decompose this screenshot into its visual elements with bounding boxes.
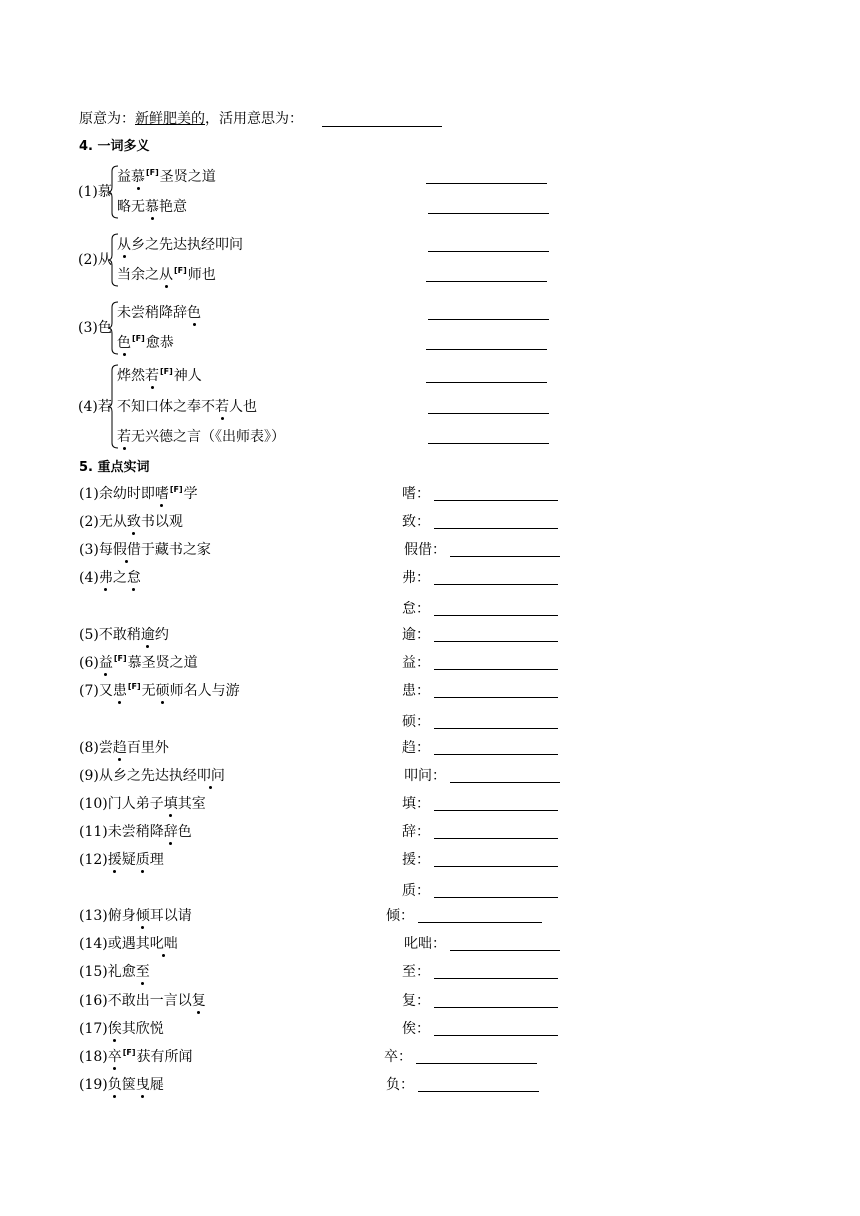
footnote-mark: [F] bbox=[132, 334, 145, 343]
phrase-text: 其室 bbox=[177, 796, 206, 812]
emphasized-word: 从 bbox=[117, 237, 131, 253]
section-4-title: 4. 一词多义 bbox=[79, 139, 150, 154]
emphasized-word: 复 bbox=[191, 993, 206, 1009]
item-number: (6) bbox=[79, 655, 99, 671]
emphasized-word: 患 bbox=[112, 683, 127, 699]
emphasized-word: 从 bbox=[159, 267, 173, 283]
item-number: (16) bbox=[79, 993, 108, 1009]
phrase-text: 烨然 bbox=[117, 368, 145, 384]
key-word-prompt: 趋： bbox=[402, 740, 430, 756]
intro-prefix: 原意为： bbox=[79, 111, 135, 127]
key-word-sentence bbox=[79, 1048, 193, 1066]
key-word-prompt: 至： bbox=[402, 964, 430, 980]
item-number: (9) bbox=[79, 768, 99, 784]
phrase-text: 屣 bbox=[149, 1077, 164, 1093]
key-word-sentence bbox=[79, 963, 150, 981]
key-word-prompt: 俟： bbox=[402, 1021, 430, 1037]
emphasized-word: 致 bbox=[126, 514, 141, 530]
phrase-text: 于藏书之家 bbox=[140, 542, 211, 558]
emphasized-word: 卒 bbox=[107, 1049, 122, 1065]
item-number: (17) bbox=[79, 1021, 108, 1037]
emphasized-word: 倾 bbox=[135, 908, 150, 924]
phrase-text: 圣贤之道 bbox=[159, 169, 216, 185]
phrase-text: 疑 bbox=[121, 852, 136, 868]
emphasized-word: 趋 bbox=[112, 740, 127, 756]
polysemy-phrase bbox=[117, 428, 285, 446]
answer-blank[interactable] bbox=[426, 382, 547, 383]
phrase-text: 学 bbox=[183, 486, 198, 502]
footnote-mark: [F] bbox=[122, 1048, 136, 1057]
key-word-prompt: 辞： bbox=[402, 824, 430, 840]
item-number: (5) bbox=[79, 627, 99, 643]
key-word-sentence bbox=[79, 767, 225, 785]
answer-blank[interactable] bbox=[434, 641, 558, 642]
phrase-text: 未尝稍降 bbox=[107, 824, 164, 840]
item-number: (7) bbox=[79, 683, 99, 699]
phrase-text: 愈恭 bbox=[145, 335, 174, 351]
polysemy-group-label: (3)色 bbox=[78, 320, 112, 336]
phrase-text: 色 bbox=[177, 824, 192, 840]
polysemy-phrase bbox=[117, 398, 257, 416]
item-number: (15) bbox=[79, 964, 108, 980]
key-word-sentence bbox=[79, 1020, 164, 1038]
phrase-text: 艳意 bbox=[159, 199, 187, 215]
answer-blank[interactable] bbox=[428, 319, 549, 320]
polysemy-phrase bbox=[117, 334, 174, 352]
phrase-text: 略无 bbox=[117, 199, 145, 215]
answer-blank[interactable] bbox=[434, 669, 558, 670]
phrase-text: 无从 bbox=[98, 514, 127, 530]
key-word-sentence bbox=[79, 992, 206, 1010]
key-word-sentence bbox=[79, 541, 211, 559]
item-number: (14) bbox=[79, 936, 108, 952]
key-word-prompt: 嗜： bbox=[402, 486, 430, 502]
polysemy-phrase bbox=[117, 304, 201, 322]
answer-blank[interactable] bbox=[434, 615, 558, 616]
polysemy-phrase bbox=[117, 266, 216, 284]
key-word-sentence bbox=[79, 569, 141, 587]
polysemy-phrase bbox=[117, 198, 187, 216]
phrase-text: 尝 bbox=[98, 740, 113, 756]
answer-blank[interactable] bbox=[450, 782, 560, 783]
key-word-sentence bbox=[79, 682, 240, 700]
key-word-sentence bbox=[79, 935, 178, 953]
key-word-sentence bbox=[79, 739, 169, 757]
phrase-text: 人也 bbox=[229, 399, 257, 415]
answer-blank[interactable] bbox=[426, 349, 547, 350]
answer-blank[interactable] bbox=[450, 950, 560, 951]
key-word-prompt: 叩问： bbox=[404, 768, 446, 784]
phrase-text: 或遇其 bbox=[107, 936, 150, 952]
intro-middle: ，活用意思为： bbox=[205, 111, 303, 127]
emphasized-word: 怠 bbox=[126, 570, 141, 586]
item-number: (18) bbox=[79, 1049, 108, 1065]
item-number: (11) bbox=[79, 824, 108, 840]
polysemy-phrase bbox=[117, 367, 202, 385]
item-number: (3) bbox=[79, 542, 99, 558]
key-word-prompt: 弗： bbox=[402, 570, 430, 586]
phrase-text: 之 bbox=[112, 570, 127, 586]
phrase-text: 余幼时即 bbox=[98, 486, 155, 502]
emphasized-word: 辞 bbox=[163, 824, 178, 840]
phrase-text: 箧 bbox=[121, 1077, 136, 1093]
answer-blank[interactable] bbox=[428, 251, 549, 252]
key-word-sentence bbox=[79, 485, 198, 503]
key-word-sentence bbox=[79, 654, 198, 672]
key-word-prompt: 负： bbox=[386, 1077, 414, 1093]
answer-blank[interactable] bbox=[450, 556, 560, 557]
item-number: (1) bbox=[79, 486, 99, 502]
item-number: (10) bbox=[79, 796, 108, 812]
phrase-text: 未尝稍降辞 bbox=[117, 305, 187, 321]
emphasized-word: 色 bbox=[187, 305, 201, 321]
intro-original-meaning: 新鲜肥美的 bbox=[135, 111, 205, 127]
key-word-sentence bbox=[79, 1076, 164, 1094]
intro-answer-blank[interactable] bbox=[322, 126, 442, 127]
intro-line bbox=[79, 110, 303, 128]
footnote-mark: [F] bbox=[169, 485, 183, 494]
key-word-sentence bbox=[79, 513, 183, 531]
phrase-text: 门人弟子 bbox=[107, 796, 164, 812]
key-word-prompt: 假借： bbox=[404, 542, 446, 558]
item-number: (13) bbox=[79, 908, 108, 924]
footnote-mark: [F] bbox=[113, 654, 127, 663]
emphasized-word: 叱咄 bbox=[149, 936, 178, 952]
phrase-text: 不敢稍 bbox=[98, 627, 141, 643]
emphasized-word: 填 bbox=[163, 796, 178, 812]
emphasized-word: 俟 bbox=[107, 1021, 122, 1037]
emphasized-word: 至 bbox=[135, 964, 150, 980]
key-word-prompt: 倾： bbox=[386, 908, 414, 924]
phrase-text: 师也 bbox=[187, 267, 216, 283]
footnote-mark: [F] bbox=[127, 682, 141, 691]
key-word-prompt: 硕： bbox=[402, 714, 430, 730]
key-word-prompt: 逾： bbox=[402, 627, 430, 643]
phrase-text: 神人 bbox=[173, 368, 202, 384]
key-word-sentence bbox=[79, 626, 169, 644]
answer-blank[interactable] bbox=[428, 443, 549, 444]
phrase-text: 其欣悦 bbox=[121, 1021, 164, 1037]
emphasized-word: 弗 bbox=[98, 570, 113, 586]
phrase-text: 每 bbox=[98, 542, 113, 558]
key-word-prompt: 填： bbox=[402, 796, 430, 812]
answer-blank[interactable] bbox=[434, 897, 558, 898]
phrase-text: 乡之先达执经叩问 bbox=[131, 237, 243, 253]
answer-blank[interactable] bbox=[416, 1063, 537, 1064]
polysemy-group-label: (1)慕 bbox=[78, 184, 112, 200]
answer-blank[interactable] bbox=[434, 810, 558, 811]
answer-blank[interactable] bbox=[434, 1035, 558, 1036]
phrase-text: 慕圣贤之道 bbox=[127, 655, 198, 671]
answer-blank[interactable] bbox=[434, 838, 558, 839]
emphasized-word: 若 bbox=[215, 399, 229, 415]
emphasized-word: 质 bbox=[135, 852, 150, 868]
emphasized-word: 硕 bbox=[155, 683, 170, 699]
item-number: (8) bbox=[79, 740, 99, 756]
answer-blank[interactable] bbox=[434, 584, 558, 585]
emphasized-word: 嗜 bbox=[154, 486, 169, 502]
emphasized-word: 曳 bbox=[135, 1077, 150, 1093]
item-number: (4) bbox=[79, 570, 99, 586]
item-number: (2) bbox=[79, 514, 99, 530]
emphasized-word: 假借 bbox=[112, 542, 141, 558]
phrase-text: 书以观 bbox=[140, 514, 183, 530]
answer-blank[interactable] bbox=[434, 978, 558, 979]
answer-blank[interactable] bbox=[434, 1007, 558, 1008]
item-number: (12) bbox=[79, 852, 108, 868]
key-word-prompt: 患： bbox=[402, 683, 430, 699]
footnote-mark: [F] bbox=[160, 367, 173, 376]
emphasized-word: 益 bbox=[98, 655, 113, 671]
polysemy-group-label: (2)从 bbox=[78, 252, 112, 268]
answer-blank[interactable] bbox=[434, 754, 558, 755]
phrase-text: 理 bbox=[149, 852, 164, 868]
phrase-text: 耳以请 bbox=[149, 908, 192, 924]
key-word-sentence bbox=[79, 795, 206, 813]
item-number: (19) bbox=[79, 1077, 108, 1093]
emphasized-word: 若 bbox=[117, 429, 131, 445]
answer-blank[interactable] bbox=[434, 866, 558, 867]
emphasized-word: 若 bbox=[145, 368, 159, 384]
phrase-text: 从乡之先达执经 bbox=[98, 768, 197, 784]
phrase-text: 百里外 bbox=[126, 740, 169, 756]
phrase-text: 约 bbox=[154, 627, 169, 643]
phrase-text: 俯身 bbox=[107, 908, 136, 924]
phrase-text: 益 bbox=[117, 169, 131, 185]
polysemy-phrase bbox=[117, 236, 243, 254]
phrase-text: 不知口体之奉不 bbox=[117, 399, 215, 415]
answer-blank[interactable] bbox=[426, 281, 547, 282]
footnote-mark: [F] bbox=[174, 266, 187, 275]
footnote-mark: [F] bbox=[146, 168, 159, 177]
key-word-prompt: 怠： bbox=[402, 601, 430, 617]
key-word-sentence bbox=[79, 851, 164, 869]
answer-blank[interactable] bbox=[418, 1091, 539, 1092]
key-word-prompt: 致： bbox=[402, 514, 430, 530]
emphasized-word: 逾 bbox=[140, 627, 155, 643]
key-word-sentence bbox=[79, 907, 192, 925]
emphasized-word: 负 bbox=[107, 1077, 122, 1093]
phrase-text: 不敢出一言以 bbox=[107, 993, 192, 1009]
key-word-prompt: 援： bbox=[402, 852, 430, 868]
phrase-text: 又 bbox=[98, 683, 113, 699]
phrase-text: 无兴德之言（《出师表》） bbox=[131, 429, 285, 445]
answer-blank[interactable] bbox=[426, 183, 547, 184]
phrase-text: 当余之 bbox=[117, 267, 159, 283]
emphasized-word: 色 bbox=[117, 335, 131, 351]
polysemy-phrase bbox=[117, 168, 216, 186]
emphasized-word: 叩问 bbox=[196, 768, 225, 784]
answer-blank[interactable] bbox=[434, 528, 558, 529]
emphasized-word: 援 bbox=[107, 852, 122, 868]
answer-blank[interactable] bbox=[434, 500, 558, 501]
phrase-text: 无 bbox=[141, 683, 156, 699]
emphasized-word: 慕 bbox=[145, 199, 159, 215]
answer-blank[interactable] bbox=[428, 413, 549, 414]
key-word-prompt: 复： bbox=[402, 993, 430, 1009]
polysemy-group-label: (4)若 bbox=[78, 398, 112, 415]
phrase-text: 获有所闻 bbox=[136, 1049, 193, 1065]
phrase-text: 师名人与游 bbox=[169, 683, 240, 699]
key-word-prompt: 叱咄： bbox=[404, 936, 446, 952]
phrase-text: 礼愈 bbox=[107, 964, 136, 980]
answer-blank[interactable] bbox=[418, 922, 542, 923]
answer-blank[interactable] bbox=[428, 213, 549, 214]
emphasized-word: 慕 bbox=[131, 169, 145, 185]
key-word-prompt: 质： bbox=[402, 883, 430, 899]
section-5-title: 5. 重点实词 bbox=[79, 460, 150, 475]
key-word-prompt: 卒： bbox=[384, 1049, 412, 1065]
key-word-sentence bbox=[79, 823, 192, 841]
answer-blank[interactable] bbox=[434, 728, 558, 729]
answer-blank[interactable] bbox=[434, 697, 558, 698]
key-word-prompt: 益： bbox=[402, 655, 430, 671]
